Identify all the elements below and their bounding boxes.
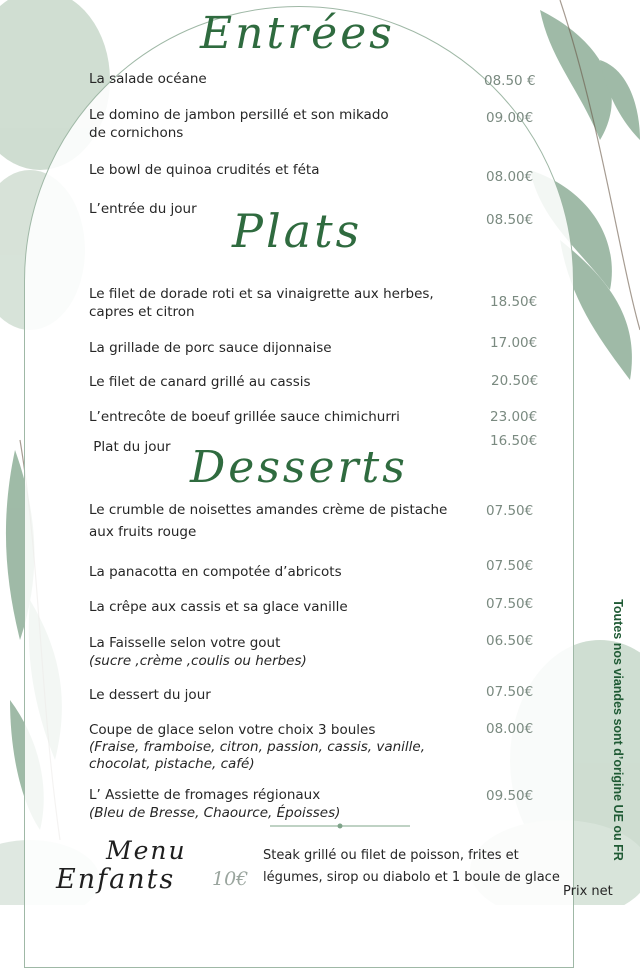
item-name-cont: aux fruits rouge (89, 524, 197, 540)
plats-title: Plats (232, 204, 363, 258)
menu-item (89, 438, 171, 456)
menu-item (89, 339, 332, 357)
kids-menu-title-line2: Enfants (56, 864, 176, 895)
menu-item (89, 200, 197, 218)
item-price: 08.50€ (486, 212, 534, 228)
kids-menu-title-line1: Menu (106, 836, 187, 865)
item-price: 08.50 € (484, 73, 536, 89)
item-name: La panacotta en compotée d’abricots (89, 564, 342, 580)
menu-item (89, 499, 447, 543)
menu-item (89, 598, 348, 616)
item-name: L’ Assiette de fromages régionaux (89, 787, 321, 803)
item-name: L’entrée du jour (89, 201, 197, 217)
item-name: Le domino de jambon persillé et son mikado (89, 107, 389, 123)
item-price: 17.00€ (490, 335, 538, 351)
menu-item (89, 106, 389, 142)
item-price: 16.50€ (490, 433, 538, 449)
kids-menu-description (263, 845, 560, 889)
meat-origin-note: Toutes nos viandes sont d’origine UE ou FR (611, 599, 625, 861)
item-name: Le crumble de noisettes amandes crème de pistache (89, 502, 448, 518)
item-name: La Faisselle selon votre gout (89, 635, 281, 651)
item-details: (sucre ,crème ,coulis ou herbes) (89, 653, 307, 669)
desserts-title: Desserts (190, 442, 408, 493)
item-details-cont: chocolat, pistache, café) (89, 756, 255, 772)
item-name-cont: de cornichons (89, 125, 184, 141)
item-price: 07.50€ (486, 596, 534, 612)
prix-net-label: Prix net (563, 884, 613, 899)
item-price: 23.00€ (490, 409, 538, 425)
menu-item (89, 634, 307, 670)
item-name-cont: capres et citron (89, 304, 195, 320)
menu-item (89, 373, 311, 391)
menu-item (89, 161, 320, 179)
item-details: (Fraise, framboise, citron, passion, cassis, vanille, (89, 739, 426, 755)
item-name: La crêpe aux cassis et sa glace vanille (89, 599, 348, 615)
menu-item (89, 686, 211, 704)
kids-menu-description-line2: légumes, sirop ou diabolo et 1 boule de glace (263, 870, 560, 885)
item-name: L’entrecôte de boeuf grillée sauce chimichurri (89, 409, 400, 425)
item-price: 06.50€ (486, 633, 534, 649)
item-price: 07.50€ (486, 503, 534, 519)
item-name: Le bowl de quinoa crudités et féta (89, 162, 320, 178)
item-price: 07.50€ (486, 684, 534, 700)
entrees-title: Entrées (200, 8, 395, 59)
item-details: (Bleu de Bresse, Chaource, Époisses) (89, 805, 341, 821)
item-name: Le filet de canard grillé au cassis (89, 374, 311, 390)
item-price: 18.50€ (490, 294, 538, 310)
item-name: Le dessert du jour (89, 687, 211, 703)
item-price: 08.00€ (486, 721, 534, 737)
menu-item (89, 786, 340, 822)
kids-menu-price: 10€ (212, 868, 249, 890)
item-name: Coupe de glace selon votre choix 3 boules (89, 722, 376, 738)
item-name: Le filet de dorade roti et sa vinaigrette aux herbes, (89, 286, 434, 302)
menu-item (89, 408, 400, 426)
item-name: La grillade de porc sauce dijonnaise (89, 340, 332, 356)
item-price: 09.00€ (486, 110, 534, 126)
menu-item (89, 722, 425, 773)
item-name: La salade océane (89, 71, 207, 87)
item-price: 09.50€ (486, 788, 534, 804)
menu-item (89, 563, 342, 581)
ornament-divider (270, 822, 410, 830)
item-price: 07.50€ (486, 558, 534, 574)
item-name: Plat du jour (89, 439, 171, 455)
item-price: 20.50€ (491, 373, 539, 389)
menu-item (89, 285, 434, 321)
menu-item (89, 70, 207, 88)
kids-menu-description-line1: Steak grillé ou filet de poisson, frites et (263, 848, 519, 863)
item-price: 08.00€ (486, 169, 534, 185)
